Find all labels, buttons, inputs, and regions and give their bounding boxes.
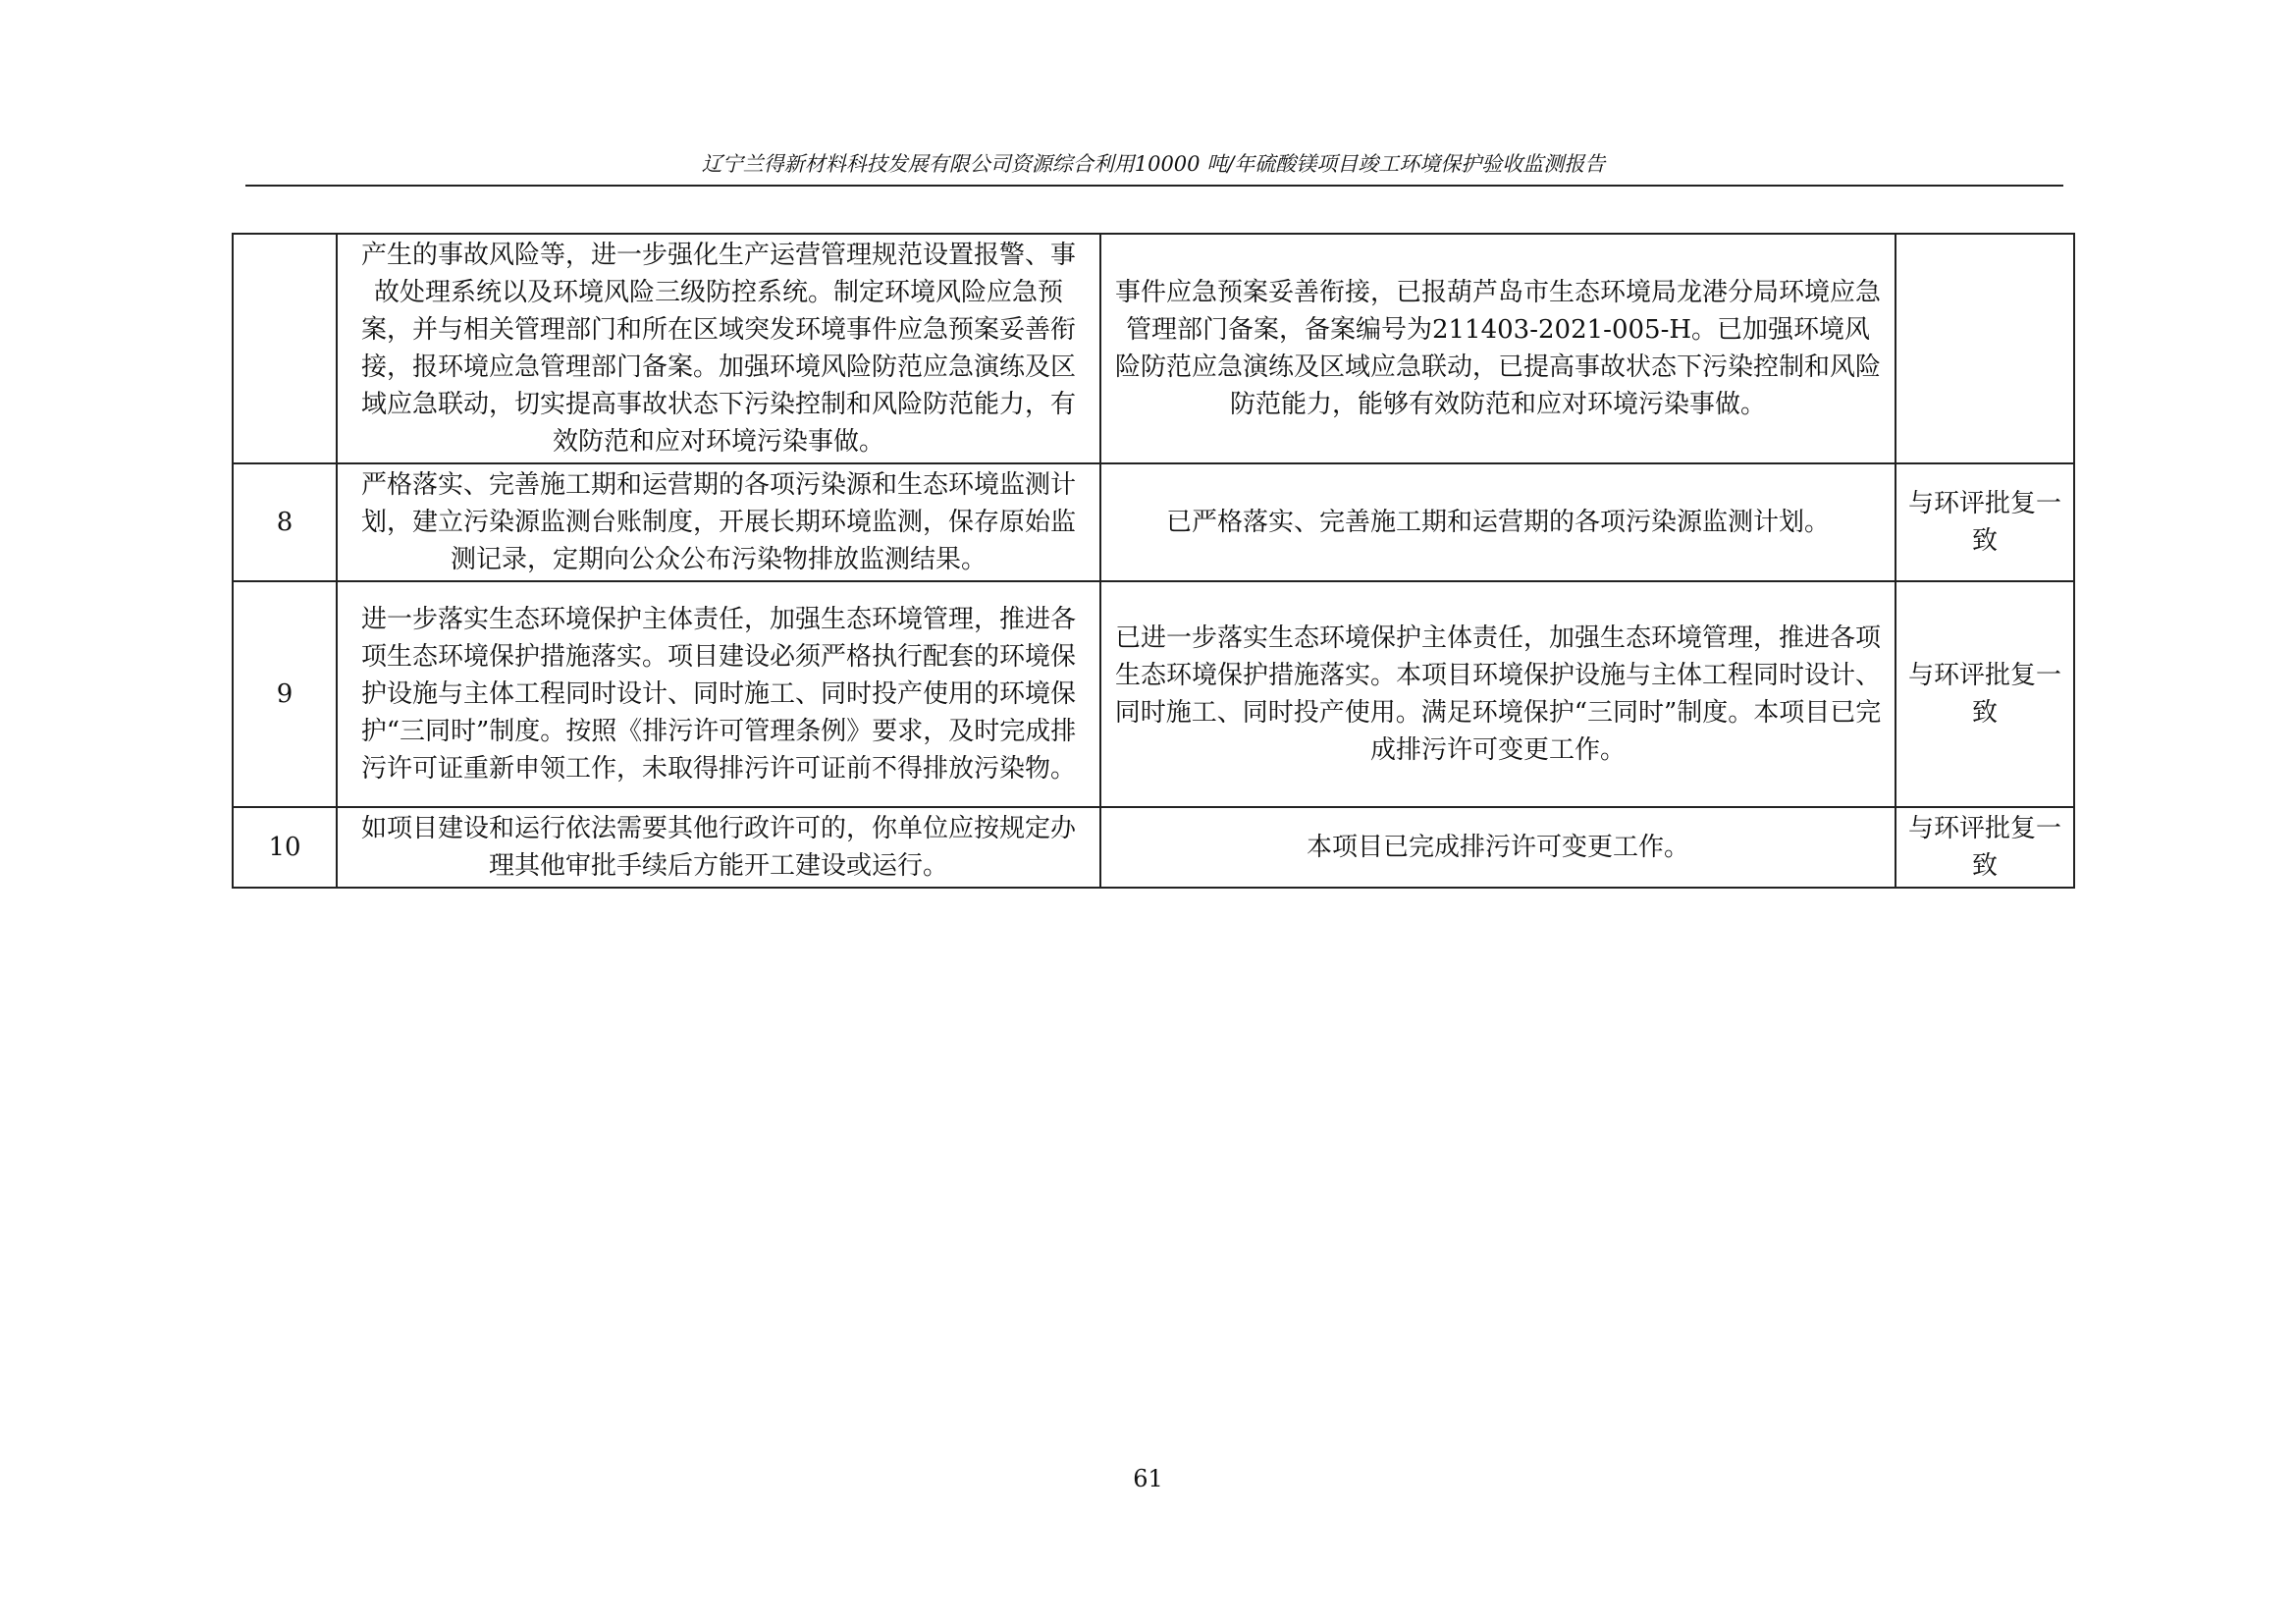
table-row xyxy=(233,463,2074,581)
header-rule xyxy=(245,185,2063,187)
row-number: 8 xyxy=(233,463,337,581)
approval-requirement: 严格落实、完善施工期和运营期的各项污染源和生态环境监测计划，建立污染源监测台账制度，开展长期环境监测，保存原始监测记录，定期向公众公布污染物排放监测结果。 xyxy=(337,463,1100,581)
row-number: 9 xyxy=(233,581,337,807)
compliance-result: 与环评批复一致 xyxy=(1896,807,2074,888)
compliance-result xyxy=(1896,234,2074,463)
implementation-status: 本项目已完成排污许可变更工作。 xyxy=(1100,807,1896,888)
implementation-status: 事件应急预案妥善衔接，已报葫芦岛市生态环境局龙港分局环境应急管理部门备案，备案编号为211403-2021-005-H。已加强环境风险防范应急演练及区域应急联动，已提高事故状态下污染控制和风险防范能力，能够有效防范和应对环境污染事做。 xyxy=(1100,234,1896,463)
compliance-result: 与环评批复一致 xyxy=(1896,463,2074,581)
page-number: 61 xyxy=(1133,1465,1163,1492)
implementation-status: 已严格落实、完善施工期和运营期的各项污染源监测计划。 xyxy=(1100,463,1896,581)
acceptance-table xyxy=(232,233,2075,889)
table-row xyxy=(233,807,2074,888)
compliance-result: 与环评批复一致 xyxy=(1896,581,2074,807)
approval-requirement: 产生的事故风险等，进一步强化生产运营管理规范设置报警、事故处理系统以及环境风险三级防控系统。制定环境风险应急预案，并与相关管理部门和所在区域突发环境事件应急预案妥善衔接，报环境应急管理部门备案。加强环境风险防范应急演练及区域应急联动，切实提高事故状态下污染控制和风险防范能力，有效防范和应对环境污染事做。 xyxy=(337,234,1100,463)
row-number: 10 xyxy=(233,807,337,888)
approval-requirement: 如项目建设和运行依法需要其他行政许可的，你单位应按规定办理其他审批手续后方能开工建设或运行。 xyxy=(337,807,1100,888)
page-header-title: 辽宁兰得新材料科技发展有限公司资源综合利用10000 吨/年硫酸镁项目竣工环境保护验收监测报告 xyxy=(701,152,1606,176)
table-row xyxy=(233,234,2074,463)
row-number xyxy=(233,234,337,463)
table-row xyxy=(233,581,2074,807)
implementation-status: 已进一步落实生态环境保护主体责任，加强生态环境管理，推进各项生态环境保护措施落实。本项目环境保护设施与主体工程同时设计、同时施工、同时投产使用。满足环境保护“三同时”制度。本项目已完成排污许可变更工作。 xyxy=(1100,581,1896,807)
approval-requirement: 进一步落实生态环境保护主体责任，加强生态环境管理，推进各项生态环境保护措施落实。项目建设必须严格执行配套的环境保护设施与主体工程同时设计、同时施工、同时投产使用的环境保护“三同时”制度。按照《排污许可管理条例》要求，及时完成排污许可证重新申领工作，未取得排污许可证前不得排放污染物。 xyxy=(337,581,1100,807)
